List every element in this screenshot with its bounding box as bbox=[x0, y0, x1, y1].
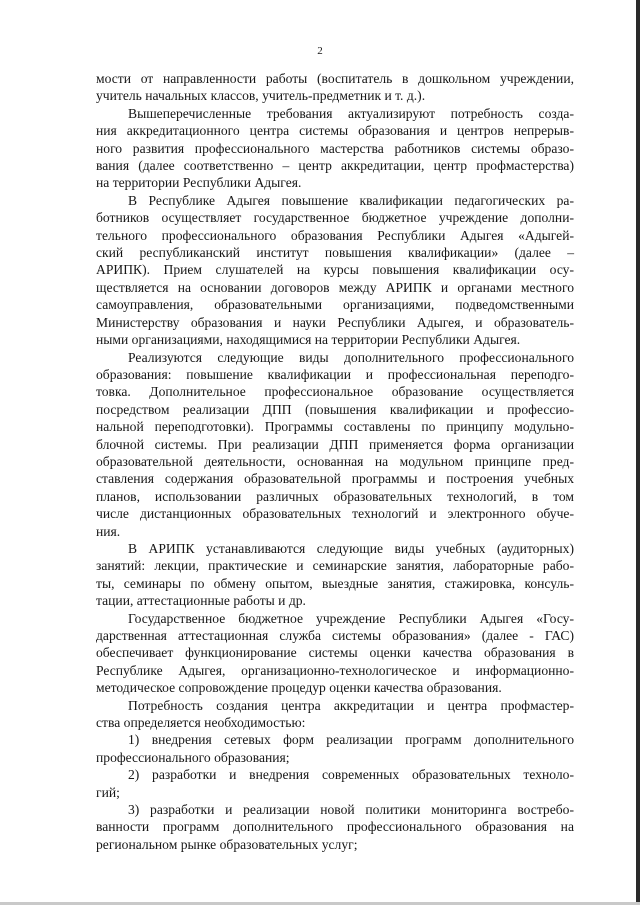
text-line: занятий: лекции, практические и семинарские занятия, лабораторные рабо- bbox=[96, 558, 574, 574]
text-line: тельного профессионального образования Республики Адыгея «Адыгей- bbox=[96, 227, 574, 243]
text-line: Республике Адыгея, организационно-технологическое и информационно- bbox=[96, 662, 574, 678]
text-line: Вышеперечисленные требования актуализируют потребность созда- bbox=[128, 105, 574, 121]
text-line: ния. bbox=[96, 523, 121, 539]
text-line: на территории Республики Адыгея. bbox=[96, 175, 302, 191]
text-line: обеспечивает функционирование системы оценки качества образования в bbox=[96, 645, 574, 661]
document-body bbox=[96, 70, 574, 853]
text-line: ными организациями, находящимися на территории Республики Адыгея. bbox=[96, 332, 521, 348]
text-line: 2) разработки и внедрения современных образовательных техноло- bbox=[128, 767, 574, 783]
scan-border-right bbox=[636, 0, 640, 905]
text-line: Министерству образования и науки Республики Адыгея, и образователь- bbox=[96, 314, 574, 330]
text-line: ния аккредитационного центра системы образования и центров непрерыв- bbox=[96, 123, 574, 139]
text-line: числе дистанционных образовательных технологий и электронного обуче- bbox=[96, 506, 574, 522]
text-line: дарственная аттестационная служба системы образования» (далее - ГАС) bbox=[96, 628, 574, 643]
text-line: ты, семинары по обмену опытом, выездные занятия, стажировка, консуль- bbox=[96, 575, 574, 591]
text-line: гий; bbox=[96, 784, 120, 800]
text-line: ставления содержания образовательной программы и построения учебных bbox=[96, 471, 574, 487]
text-line: ванности программ дополнительного профессионального образования на bbox=[96, 819, 574, 835]
text-line: профессионального образования; bbox=[96, 749, 290, 765]
text-line: Потребность создания центра аккредитации и центра профмастер- bbox=[128, 697, 574, 713]
text-line: тации, аттестационные работы и др. bbox=[96, 593, 306, 609]
text-line: блочной системы. При реализации ДПП применяется форма организации bbox=[96, 436, 574, 452]
text-line: ский республиканский институт повышения квалификации» (далее – bbox=[96, 245, 574, 261]
text-line: образования: повышение квалификации и профессиональная переподго- bbox=[96, 366, 574, 382]
text-line: нальной переподготовки). Программы составлены по принципу модульно- bbox=[96, 419, 574, 435]
text-line: образовательной деятельности, основанная на модульном принципе пред- bbox=[96, 453, 574, 469]
text-line: АРИПК). Прием слушателей на курсы повышения квалификации осу- bbox=[96, 262, 574, 278]
text-line: региональном рынке образовательных услуг; bbox=[96, 836, 358, 852]
text-line: планов, использовании различных образовательных технологий, в том bbox=[96, 488, 574, 504]
text-line: мости от направленности работы (воспитатель в дошкольном учреждении, bbox=[96, 71, 574, 86]
text-line: ства определяется необходимостью: bbox=[96, 715, 306, 731]
text-line: ного развития профессионального мастерства работников системы образо- bbox=[96, 140, 574, 156]
page-number: 2 bbox=[317, 45, 323, 57]
text-line: 1) внедрения сетевых форм реализации программ дополнительного bbox=[128, 732, 574, 748]
text-line: В АРИПК устанавливаются следующие виды учебных (аудиторных) bbox=[128, 540, 574, 556]
text-line: вания (далее соответственно – центр аккредитации, центр профмастерства) bbox=[96, 158, 574, 174]
text-line: В Республике Адыгея повышение квалификации педагогических ра- bbox=[128, 192, 574, 208]
text-line: Реализуются следующие виды дополнительного профессионального bbox=[128, 349, 574, 365]
text-line: ществляется на основании договоров между АРИПК и органами местного bbox=[96, 279, 574, 295]
text-line: Государственное бюджетное учреждение Республики Адыгея «Госу- bbox=[128, 610, 574, 626]
text-line: товка. Дополнительное профессиональное образование осуществляется bbox=[96, 384, 574, 400]
text-line: самоуправления, образовательными организациями, подведомственными bbox=[96, 297, 574, 313]
text-line: посредством реализации ДПП (повышения квалификации и профессио- bbox=[96, 401, 574, 417]
text-line: методическое сопровождение процедур оценки качества образования. bbox=[96, 680, 502, 696]
text-line: ботников осуществляет государственное бюджетное учреждение дополни- bbox=[96, 210, 574, 226]
text-line: 3) разработки и реализации новой политики мониторинга востребо- bbox=[128, 802, 574, 818]
text-line: учитель начальных классов, учитель-предметник и т. д.). bbox=[96, 88, 426, 104]
